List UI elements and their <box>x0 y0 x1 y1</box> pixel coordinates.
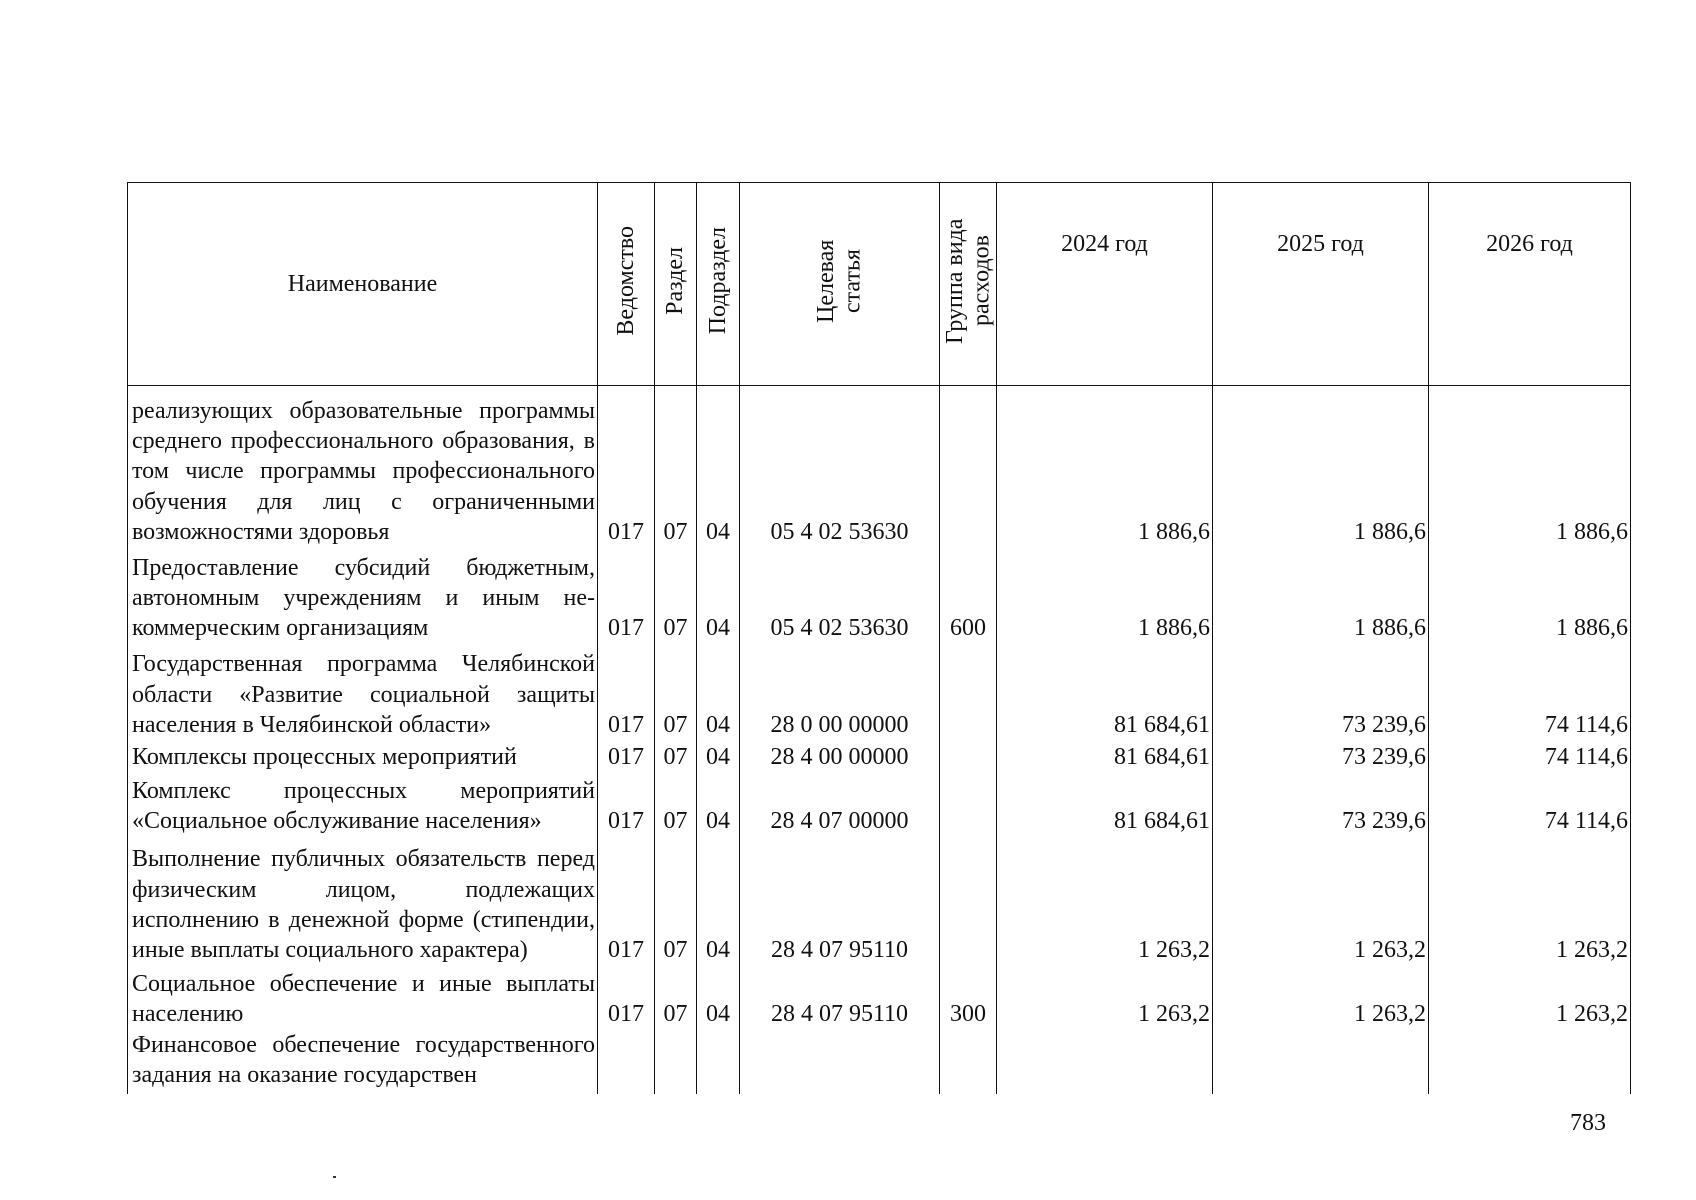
row-section: 07 <box>655 772 697 836</box>
row-name: реализующих образовательные программы среднего профессионального образования, в том числе программы профессионального обучения для лиц с ограниченными возможностями здоровья <box>128 386 598 547</box>
row-name: Комплекс процессных мероприятий «Социальное обслуживание населения» <box>128 772 598 836</box>
row-2025: 1 263,2 <box>1213 965 1429 1029</box>
row-2025: 73 239,6 <box>1213 740 1429 772</box>
row-2024: 1 263,2 <box>997 965 1213 1029</box>
row-2024: 1 886,6 <box>997 386 1213 547</box>
row-2025 <box>1213 1030 1429 1094</box>
row-2024: 81 684,61 <box>997 643 1213 740</box>
row-expense-group <box>940 740 997 772</box>
header-section: Раздел <box>655 183 697 386</box>
row-department: 017 <box>598 740 655 772</box>
table-row <box>128 643 1631 740</box>
header-subsection: Подраздел <box>697 183 740 386</box>
row-subsection <box>697 1030 740 1094</box>
row-target-article: 28 4 07 95110 <box>740 965 940 1029</box>
row-subsection: 04 <box>697 547 740 644</box>
row-department <box>598 1030 655 1094</box>
header-2025: 2025 год <box>1213 183 1429 386</box>
table-row <box>128 837 1631 966</box>
row-2025: 1 886,6 <box>1213 547 1429 644</box>
header-row <box>128 183 1631 386</box>
row-expense-group <box>940 386 997 547</box>
header-2026: 2026 год <box>1429 183 1631 386</box>
row-2026: 1 263,2 <box>1429 965 1631 1029</box>
row-section: 07 <box>655 837 697 966</box>
row-2025: 1 886,6 <box>1213 386 1429 547</box>
page-number: 783 <box>1570 1110 1606 1136</box>
row-department: 017 <box>598 837 655 966</box>
row-2026: 1 886,6 <box>1429 547 1631 644</box>
row-name: Социальное обеспечение и иные выплаты населению <box>128 965 598 1029</box>
row-subsection: 04 <box>697 643 740 740</box>
row-2026: 74 114,6 <box>1429 740 1631 772</box>
row-2024: 1 886,6 <box>997 547 1213 644</box>
row-department: 017 <box>598 386 655 547</box>
row-2026: 74 114,6 <box>1429 643 1631 740</box>
row-department: 017 <box>598 965 655 1029</box>
row-2024 <box>997 1030 1213 1094</box>
header-department: Ведомство <box>598 183 655 386</box>
table-row <box>128 547 1631 644</box>
header-expense-group: Группа вида расходов <box>940 183 997 386</box>
row-expense-group <box>940 1030 997 1094</box>
row-target-article: 28 4 07 00000 <box>740 772 940 836</box>
table-row <box>128 1030 1631 1094</box>
row-subsection: 04 <box>697 386 740 547</box>
row-expense-group <box>940 643 997 740</box>
row-department: 017 <box>598 772 655 836</box>
row-subsection: 04 <box>697 837 740 966</box>
row-target-article <box>740 1030 940 1094</box>
row-expense-group <box>940 837 997 966</box>
row-target-article: 05 4 02 53630 <box>740 547 940 644</box>
row-2026: 1 263,2 <box>1429 837 1631 966</box>
row-section <box>655 1030 697 1094</box>
row-name: Финансовое обеспечение государственного задания на оказание государствен <box>128 1030 598 1094</box>
row-section: 07 <box>655 740 697 772</box>
row-2026: 1 886,6 <box>1429 386 1631 547</box>
scan-speck <box>333 1176 336 1178</box>
table-row <box>128 965 1631 1029</box>
row-name: Комплексы процессных мероприятий <box>128 740 598 772</box>
row-2025: 73 239,6 <box>1213 772 1429 836</box>
row-name: Государственная программа Челябинской области «Развитие социальной защиты населения в Челябинской области» <box>128 643 598 740</box>
row-2024: 1 263,2 <box>997 837 1213 966</box>
row-subsection: 04 <box>697 772 740 836</box>
row-expense-group: 600 <box>940 547 997 644</box>
header-name: Наименование <box>128 183 598 386</box>
table-row <box>128 740 1631 772</box>
row-section: 07 <box>655 386 697 547</box>
table-row <box>128 772 1631 836</box>
row-2026 <box>1429 1030 1631 1094</box>
row-target-article: 28 0 00 00000 <box>740 643 940 740</box>
row-name: Выполнение публичных обязательств перед физическим лицом, подлежащих исполнению в денежной форме (стипендии, иные выплаты социального характера) <box>128 837 598 966</box>
row-2026: 74 114,6 <box>1429 772 1631 836</box>
row-expense-group <box>940 772 997 836</box>
row-expense-group: 300 <box>940 965 997 1029</box>
row-target-article: 28 4 07 95110 <box>740 837 940 966</box>
row-department: 017 <box>598 643 655 740</box>
row-target-article: 28 4 00 00000 <box>740 740 940 772</box>
row-section: 07 <box>655 643 697 740</box>
row-target-article: 05 4 02 53630 <box>740 386 940 547</box>
row-section: 07 <box>655 547 697 644</box>
row-department: 017 <box>598 547 655 644</box>
budget-table <box>127 182 1631 1094</box>
row-name: Предоставление субсидий бюджетным, автономным учреждениям и иным некоммерческим организациям <box>128 547 598 644</box>
header-2024: 2024 год <box>997 183 1213 386</box>
row-2024: 81 684,61 <box>997 740 1213 772</box>
row-2025: 73 239,6 <box>1213 643 1429 740</box>
row-subsection: 04 <box>697 965 740 1029</box>
row-section: 07 <box>655 965 697 1029</box>
header-target-article: Целевая статья <box>740 183 940 386</box>
row-subsection: 04 <box>697 740 740 772</box>
table-row <box>128 386 1631 547</box>
row-2024: 81 684,61 <box>997 772 1213 836</box>
row-2025: 1 263,2 <box>1213 837 1429 966</box>
